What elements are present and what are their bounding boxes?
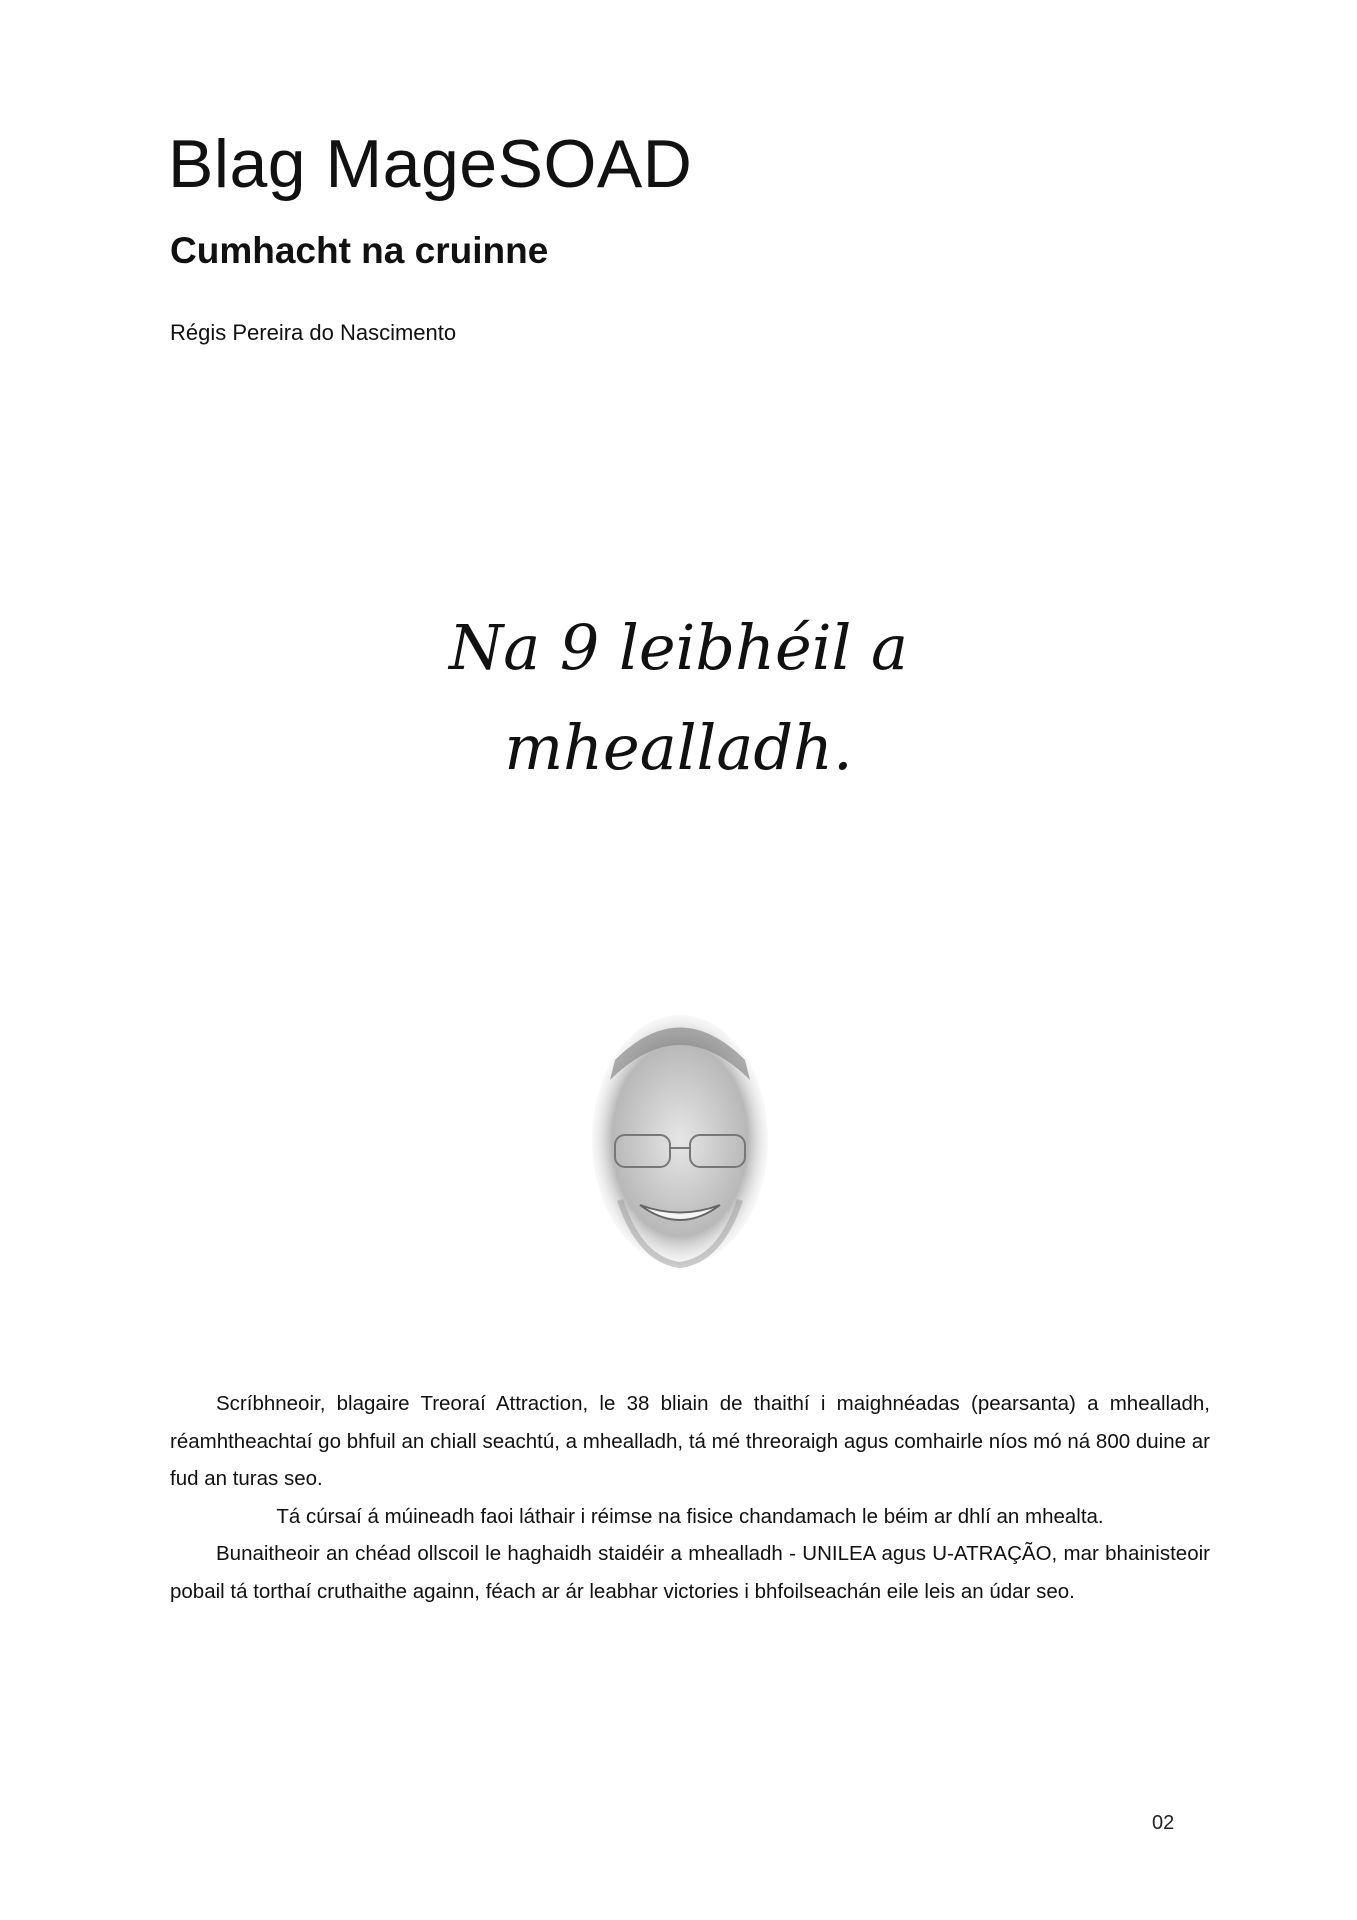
- bio-paragraph-2: Tá cúrsaí á múineadh faoi láthair i réimse na fisice chandamach le béim ar dhlí an mhealta.: [276, 1504, 1104, 1528]
- article-title-line-2: mhealladh.: [504, 711, 853, 784]
- author-portrait: [580, 1000, 780, 1280]
- bio-paragraph-3: Bunaitheoir an chéad ollscoil le haghaidh staidéir a mhealladh - UNILEA agus U-ATRAÇÃO, mar bhainisteoir pobail tá torthaí cruthaithe againn, féach ar ár leabhar victories i bhfoilseachán eile leis an údar seo.: [170, 1542, 1210, 1603]
- author-bio: [170, 1385, 1210, 1610]
- author-name: Régis Pereira do Nascimento: [170, 320, 457, 345]
- portrait-sketch-icon: [580, 1000, 780, 1280]
- page-number: 02: [1152, 1812, 1175, 1834]
- blog-subtitle: Cumhacht na cruinne: [170, 230, 549, 271]
- bio-paragraph-1: Scríbhneoir, blagaire Treoraí Attraction, le 38 bliain de thaithí i maighnéadas (pearsanta) a mhealladh, réamhtheachtaí go bhfuil an chiall seachtú, a mhealladh, tá mé threoraigh agus comhairle níos mó ná 800 duine ar fud an turas seo.: [170, 1392, 1210, 1490]
- article-title-line-1: Na 9 leibhéil a: [448, 611, 909, 684]
- article-title: [0, 598, 1357, 798]
- blog-title: Blag MageSOAD: [168, 126, 693, 202]
